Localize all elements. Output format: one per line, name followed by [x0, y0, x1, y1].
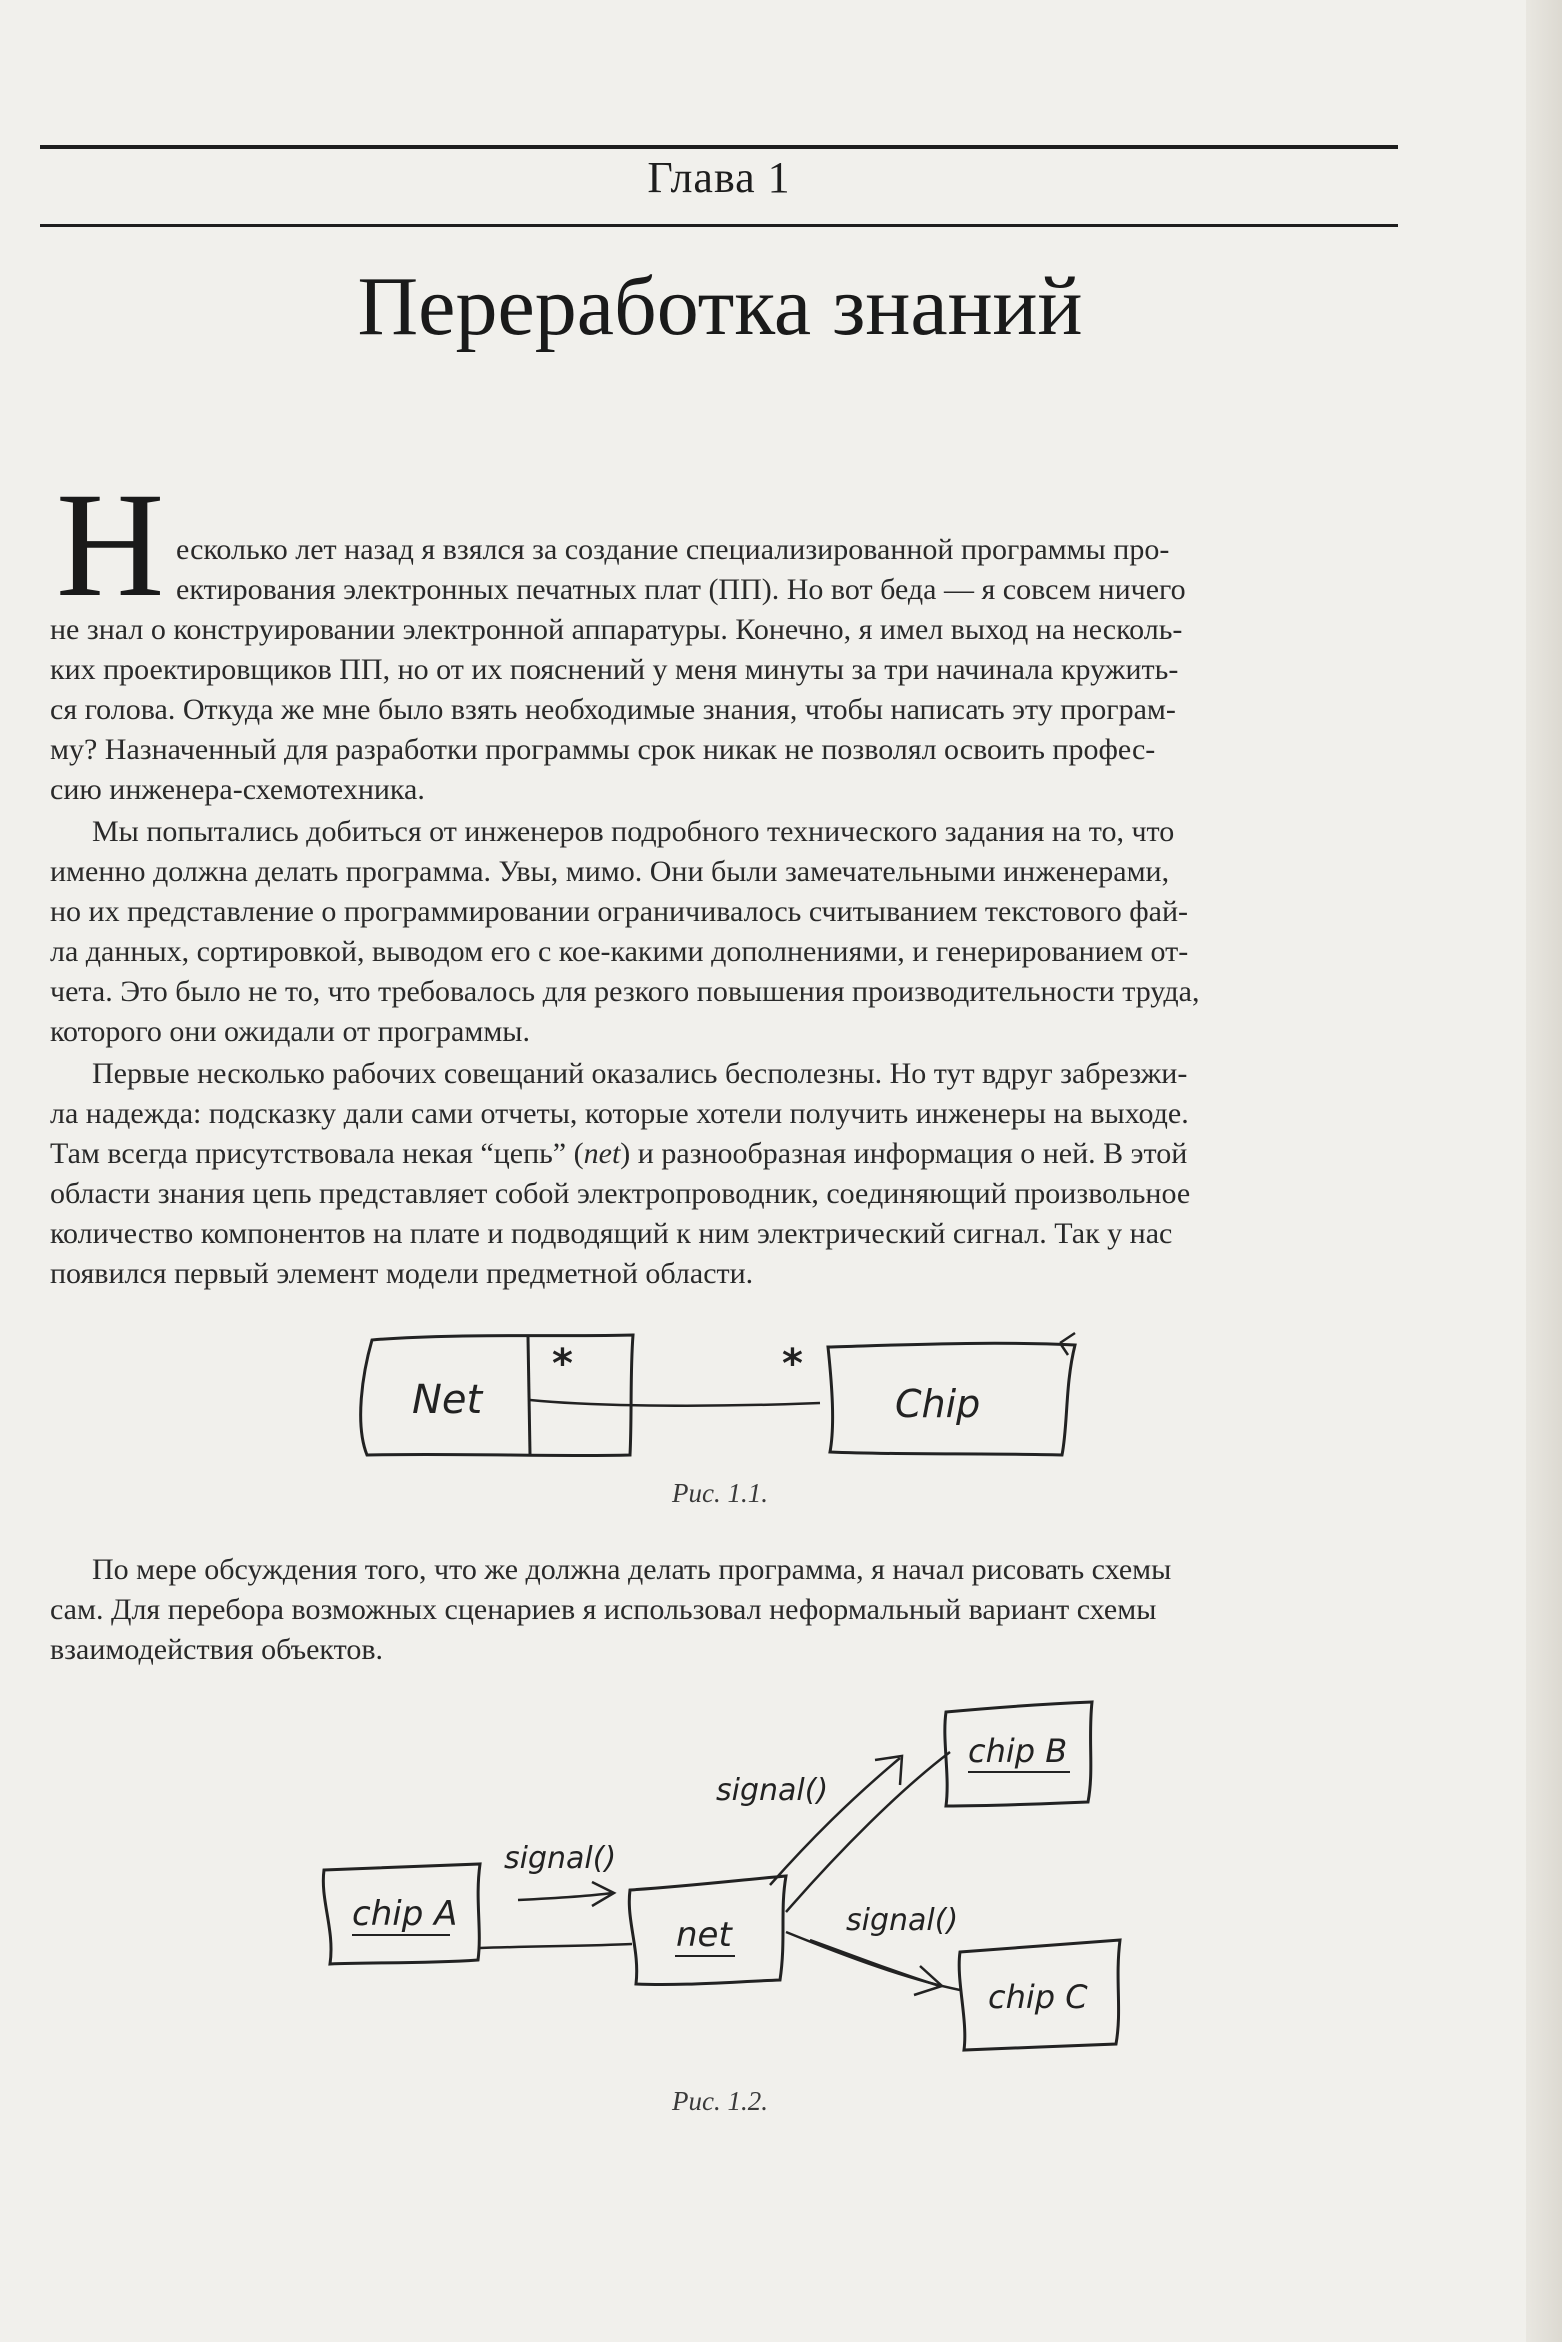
text-line: но их представление о программировании ограничивалось считыванием текстового фай- — [50, 895, 1189, 928]
chapter-title: Переработка знаний — [357, 260, 1083, 353]
text-line: ся голова. Откуда же мне было взять необходимые знания, чтобы написать эту програм- — [50, 693, 1176, 726]
text-line: сию инженера-схемотехника. — [50, 773, 425, 806]
chip-box-label: Chip — [895, 1382, 981, 1426]
chip-a-label: chip A — [352, 1894, 458, 1934]
chip-c-label: chip C — [988, 1978, 1088, 2016]
net-label: net — [676, 1915, 732, 1955]
multiplicity-right: * — [782, 1341, 803, 1387]
chapter-label: Глава 1 — [647, 153, 791, 202]
text-line: взаимодействия объектов. — [50, 1633, 383, 1666]
figure-1-1-caption: Рис. 1.1. — [672, 1478, 768, 1508]
text-line: ких проектировщиков ПП, но от их пояснений у меня минуты за три начинала кружить- — [50, 653, 1179, 686]
arrow-a-to-net — [518, 1882, 614, 1906]
chip-b-label: chip B — [968, 1732, 1068, 1770]
figure-1-2-caption: Рис. 1.2. — [672, 2086, 768, 2116]
drop-cap: Н — [56, 462, 165, 628]
association-line — [530, 1400, 820, 1406]
text-line: ла данных, сортировкой, выводом его с кое-какими дополнениями, и генерированием от- — [50, 935, 1189, 968]
text-line: ла надежда: подсказку дали сами отчеты, которые хотели получить инженеры на выходе. — [50, 1097, 1189, 1130]
term-net: net — [583, 1137, 621, 1170]
text-line: количество компонентов на плате и подводящий к ним электрический сигнал. Так у нас — [50, 1217, 1173, 1250]
net-box-edge — [528, 1337, 530, 1454]
text-line: области знания цепь представляет собой электропроводник, соединяющий произвольное — [50, 1177, 1191, 1210]
text-line: му? Назначенный для разработки программы срок никак не позволял освоить профес- — [50, 733, 1156, 766]
text-line: появился первый элемент модели предметной области. — [50, 1257, 754, 1290]
text-line — [50, 1134, 1394, 1174]
text-fragment: Там всегда присутствовала некая “цепь” ( — [50, 1137, 584, 1170]
text-line: сам. Для перебора возможных сценариев я использовал неформальный вариант схемы — [50, 1593, 1157, 1626]
text-line: которого они ожидали от программы. — [50, 1015, 530, 1048]
signal-label-a: signal() — [504, 1841, 617, 1876]
arrow-net-to-c — [810, 1940, 942, 1995]
text-line: есколько лет назад я взялся за создание специализированной программы про- — [176, 533, 1170, 566]
chapter-rule-top — [40, 145, 1398, 149]
text-line: чета. Это было не то, что требовалось для резкого повышения производительности труда, — [50, 975, 1200, 1008]
text-line: Мы попытались добиться от инженеров подробного технического задания на то, что — [92, 815, 1175, 848]
page-edge — [1526, 0, 1562, 2342]
net-box — [361, 1335, 633, 1456]
figure-1-1 — [340, 1315, 1100, 1475]
multiplicity-left: * — [552, 1341, 573, 1387]
text-line: ектирования электронных печатных плат (ПП). Но вот беда — я совсем ничего — [176, 573, 1186, 606]
figure-1-2 — [310, 1690, 1150, 2080]
signal-label-b: signal() — [716, 1773, 829, 1808]
text-line: не знал о конструировании электронной аппаратуры. Конечно, я имел выход на несколь- — [50, 613, 1183, 646]
text-fragment: ) и разнообразная информация о ней. В этой — [620, 1137, 1188, 1170]
text-line: По мере обсуждения того, что же должна делать программа, я начал рисовать схемы — [92, 1553, 1172, 1586]
text-line: именно должна делать программа. Увы, мимо. Они были замечательными инженерами, — [50, 855, 1170, 888]
text-line: Первые несколько рабочих совещаний оказались бесполезны. Но тут вдруг забрезжи- — [92, 1057, 1188, 1090]
chip-a-net-link — [480, 1944, 632, 1948]
chapter-rule-bottom — [40, 224, 1398, 227]
net-box-label: Net — [412, 1377, 483, 1423]
signal-label-c: signal() — [846, 1903, 959, 1938]
